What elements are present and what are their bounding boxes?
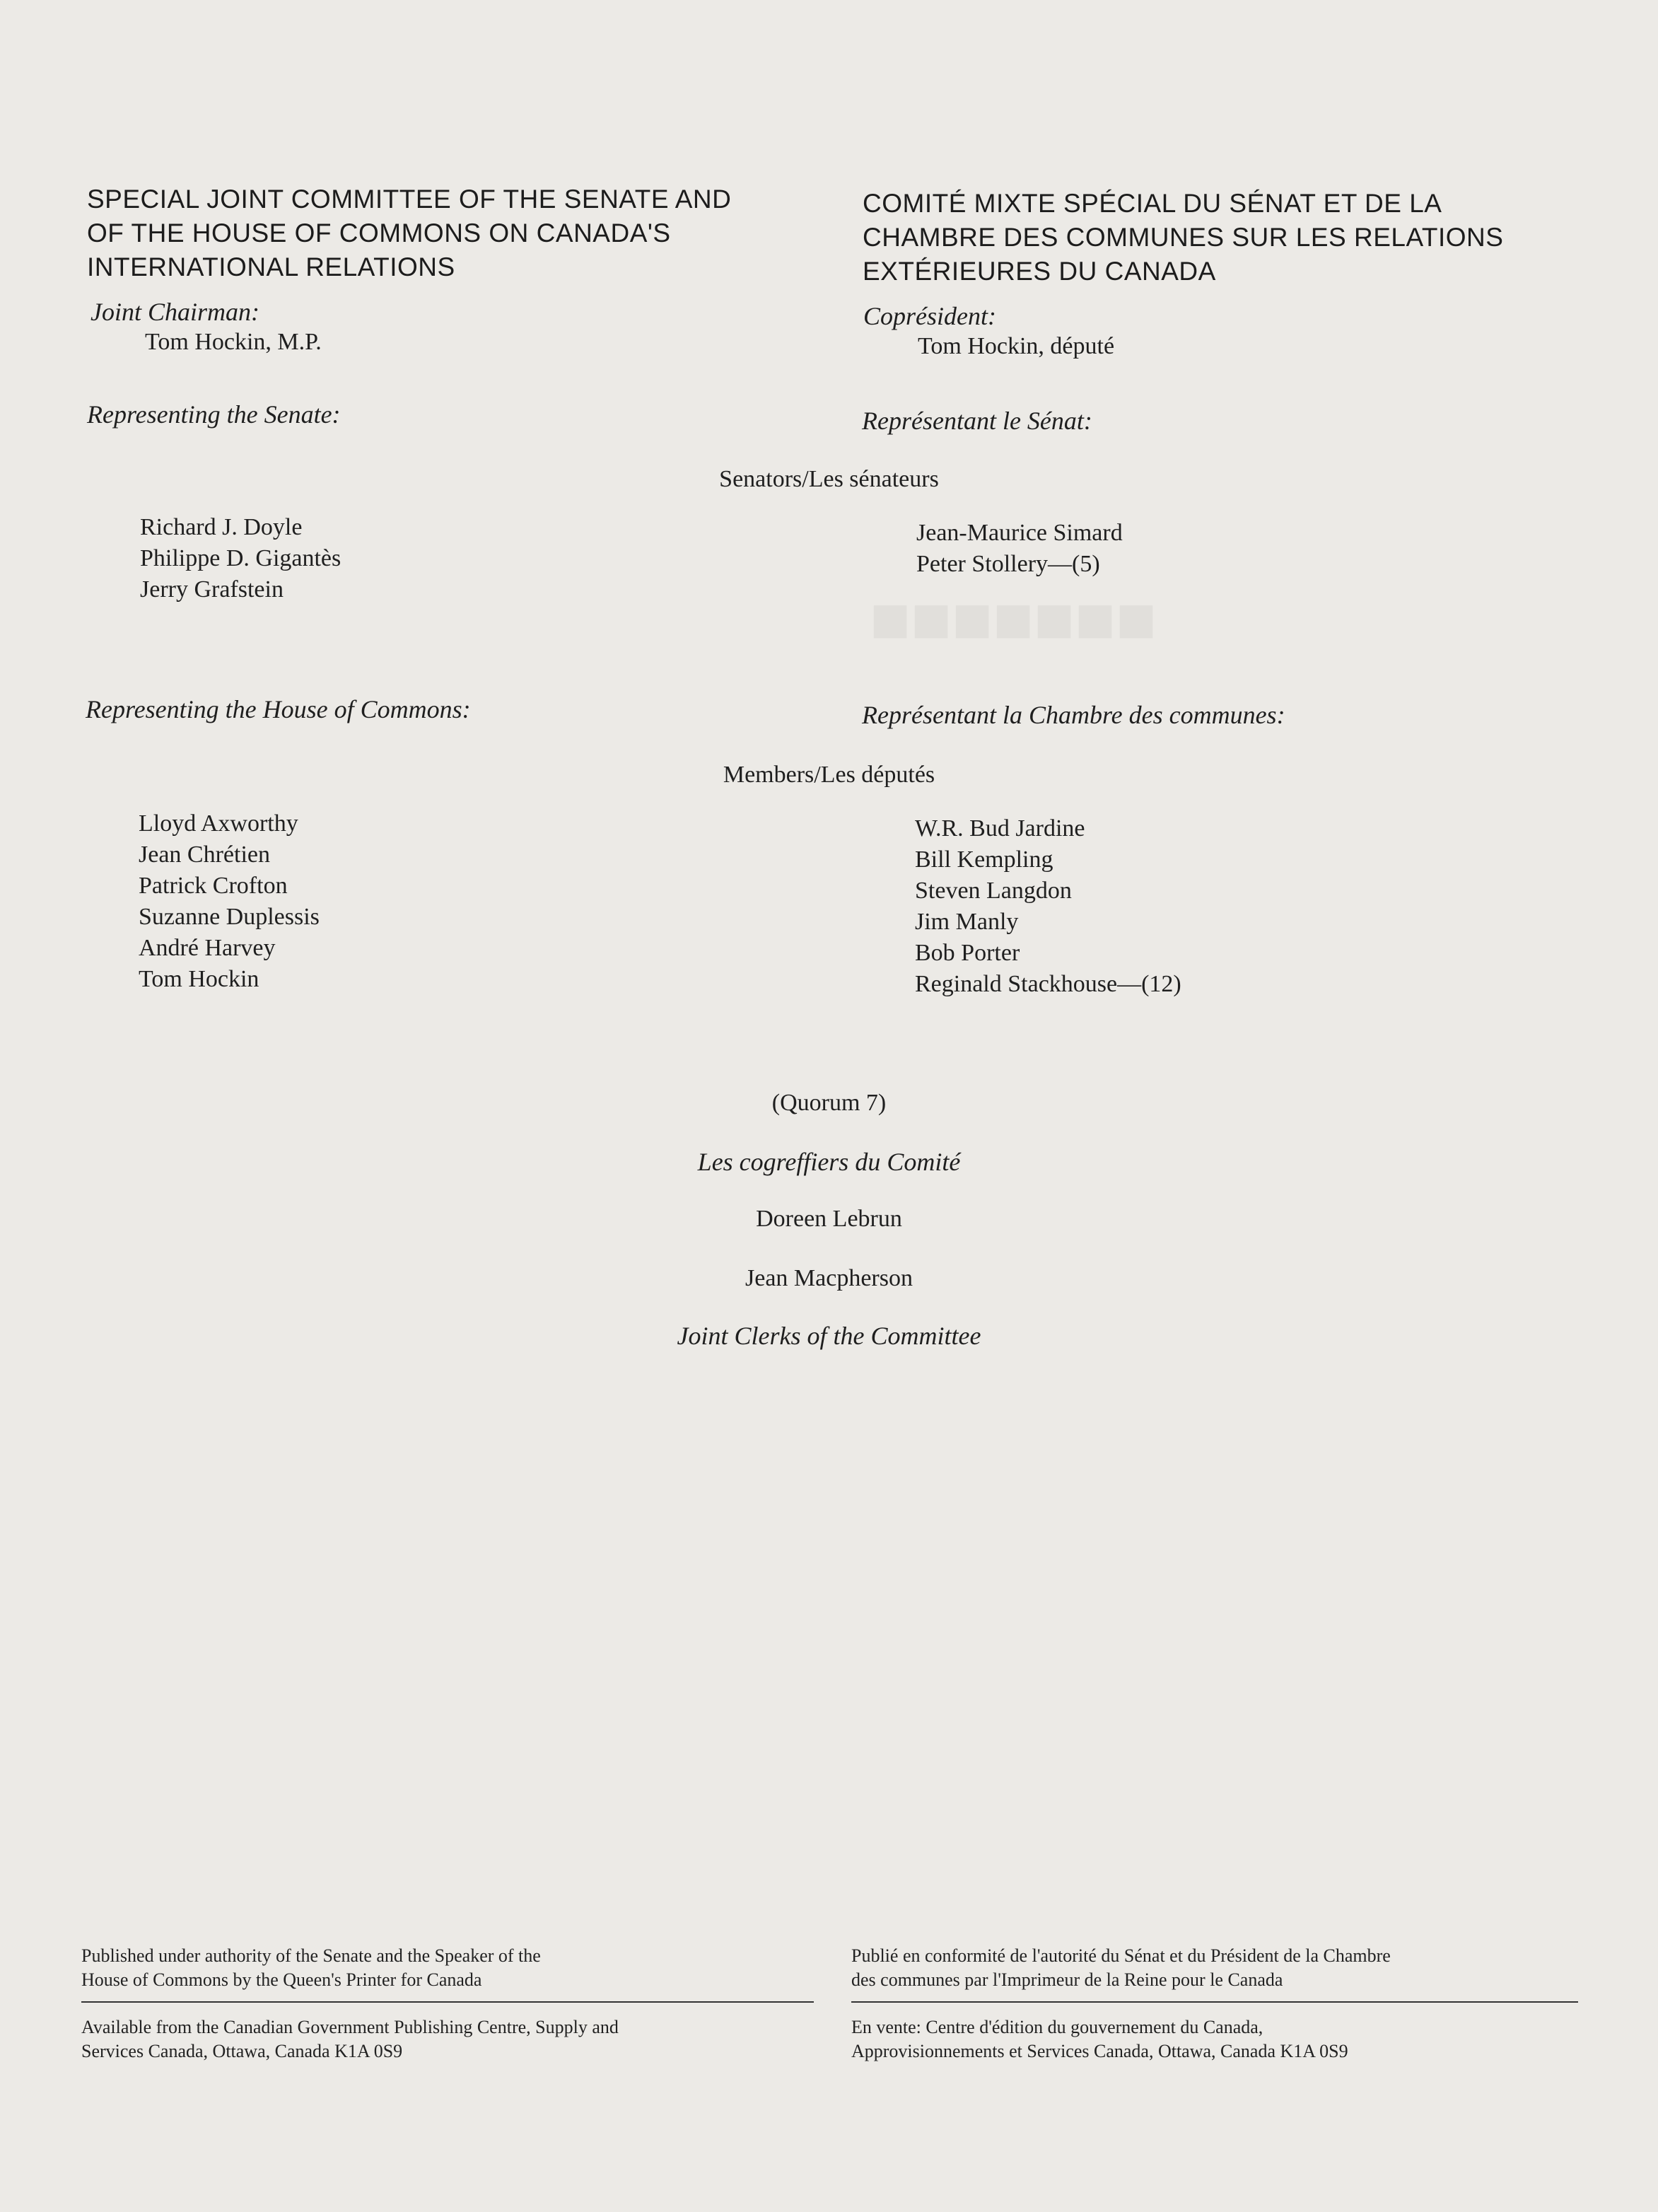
members-heading: Members/Les députés — [723, 762, 935, 788]
list-item: André Harvey — [139, 935, 276, 961]
list-item: Suzanne Duplessis — [139, 904, 320, 930]
list-item: Jim Manly — [915, 909, 1019, 935]
members-list-en — [139, 808, 320, 995]
footer-available-en: Available from the Canadian Government Publishing Centre, Supply and Services Canada, Ottawa, Canada K1A 0S9 — [81, 2017, 619, 2061]
list-item: Peter Stollery—(5) — [916, 551, 1100, 577]
footer-divider-right — [851, 2001, 1578, 2003]
list-item: Jean Chrétien — [139, 842, 270, 868]
list-item: Tom Hockin — [139, 966, 259, 992]
representant-senat-label: Représentant le Sénat: — [862, 407, 1092, 435]
footer-published-en: Published under authority of the Senate and the Speaker of the House of Commons by the Queen's Printer for Canada — [81, 1945, 541, 1990]
clerks-heading-fr: Les cogreffiers du Comité — [697, 1148, 961, 1176]
list-item: Richard J. Doyle — [140, 514, 303, 540]
list-item: Bob Porter — [915, 940, 1020, 966]
copresident-name: Tom Hockin, député — [918, 333, 1115, 359]
senators-list-fr — [916, 518, 1123, 580]
joint-chairman-name: Tom Hockin, M.P. — [145, 329, 322, 355]
clerk-name-1: Doreen Lebrun — [756, 1206, 902, 1232]
committee-title-fr: COMITÉ MIXTE SPÉCIAL DU SÉNAT ET DE LA CHAMBRE DES COMMUNES SUR LES RELATIONS EXTÉRIEURES DU CANADA — [863, 189, 1504, 286]
list-item: Philippe D. Gigantès — [140, 545, 341, 571]
footer-available-fr: En vente: Centre d'édition du gouvernement du Canada, Approvisionnements et Services Canada, Ottawa, Canada K1A 0S9 — [851, 2017, 1348, 2061]
footer-published-fr: Publié en conformité de l'autorité du Sénat et du Président de la Chambre des communes par l'Imprimeur de la Reine pour le Canada — [851, 1945, 1391, 1990]
clerks-heading-en: Joint Clerks of the Committee — [677, 1322, 981, 1350]
committee-title-en: SPECIAL JOINT COMMITTEE OF THE SENATE AND OF THE HOUSE OF COMMONS ON CANADA'S INTERNATIONAL RELATIONS — [87, 185, 732, 281]
list-item: Reginald Stackhouse—(12) — [915, 971, 1181, 997]
joint-chairman-label: Joint Chairman: — [91, 298, 259, 326]
representing-senate-label: Representing the Senate: — [87, 400, 341, 429]
representant-chambre-label: Représentant la Chambre des communes: — [862, 701, 1285, 729]
footer-divider-left — [81, 2001, 814, 2003]
list-item: Bill Kempling — [915, 846, 1053, 873]
senators-heading: Senators/Les sénateurs — [719, 466, 939, 492]
list-item: Jean-Maurice Simard — [916, 520, 1123, 546]
list-item: Patrick Crofton — [139, 873, 288, 899]
members-list-fr — [915, 813, 1181, 1000]
list-item: Steven Langdon — [915, 878, 1072, 904]
senators-list-en — [140, 512, 341, 605]
list-item: Jerry Grafstein — [140, 576, 284, 603]
list-item: Lloyd Axworthy — [139, 810, 298, 837]
copresident-label: Coprésident: — [863, 302, 996, 330]
clerk-name-2: Jean Macpherson — [745, 1265, 913, 1291]
list-item: W.R. Bud Jardine — [915, 815, 1085, 842]
bleed-through-decoration: ■■■■■■■ — [870, 581, 1157, 657]
representing-commons-label: Representing the House of Commons: — [86, 695, 471, 723]
quorum-text: (Quorum 7) — [771, 1090, 887, 1116]
